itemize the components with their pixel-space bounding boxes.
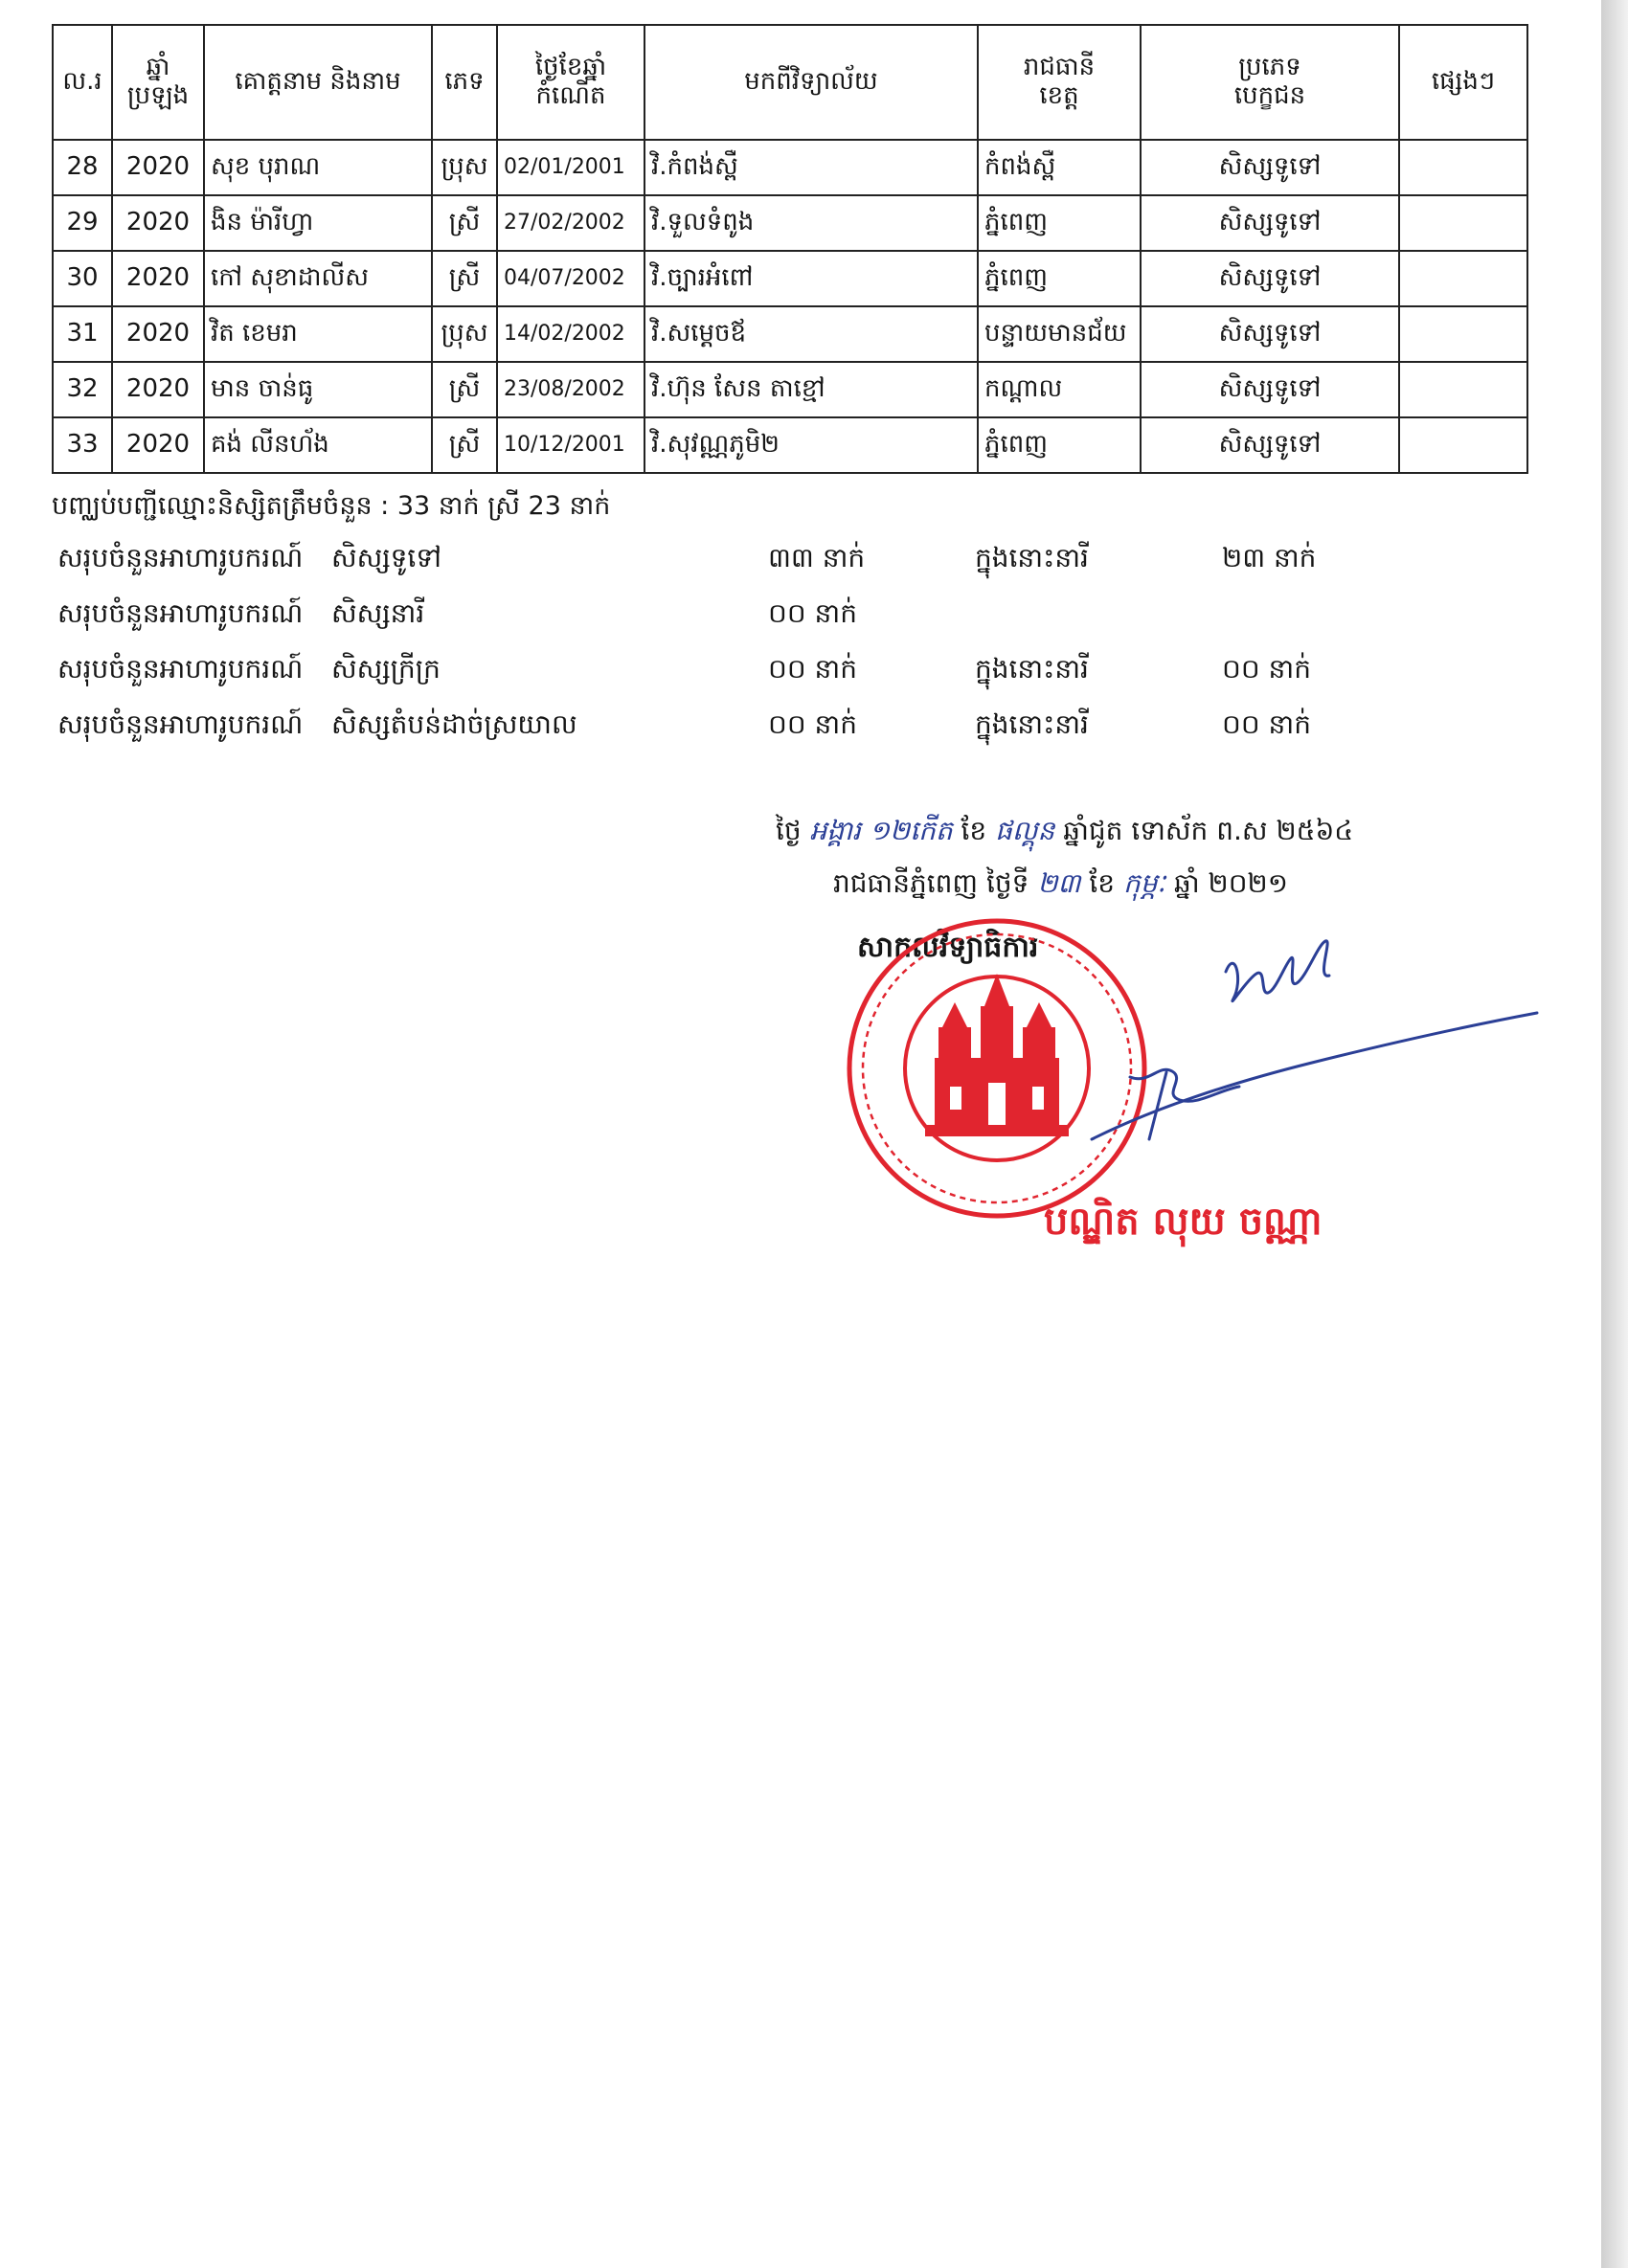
cell-no: 31	[53, 306, 112, 362]
cell-dob: 23/08/2002	[497, 362, 644, 417]
signer-name: បណ្ឌិត លុយ ចណ្ណា	[1044, 1200, 1323, 1244]
header-cell-no: ល.រ	[53, 25, 112, 140]
cell-type: សិស្សទូទៅ	[1141, 417, 1399, 473]
table-row	[53, 417, 1527, 473]
header-cell-other: ផ្សេងៗ	[1399, 25, 1527, 140]
cell-other	[1399, 251, 1527, 306]
cell-sex: ប្រុស	[432, 140, 497, 195]
place-month-label: ខែ	[1089, 867, 1116, 899]
cell-sex: ស្រី	[432, 362, 497, 417]
handwritten-lunar-month: ផល្គុន	[995, 815, 1055, 846]
summary-label: សរុបចំនួនអាហារូបករណ៍	[57, 597, 304, 629]
summary-female-count: ២៣ នាក់	[1222, 542, 1317, 573]
cell-school: វិ.ទួលទំពូង	[644, 195, 978, 251]
place-year: ឆ្នាំ ២០២១	[1173, 867, 1288, 899]
student-roster-table	[52, 24, 1528, 474]
date-suffix: ឆ្នាំជូត ទោស័ក ព.ស ២៥៦៤	[1063, 815, 1354, 846]
cell-other	[1399, 195, 1527, 251]
cell-name: គង់ លីនហ័ង	[204, 417, 432, 473]
cell-other	[1399, 140, 1527, 195]
summary-among-label: ក្នុងនោះនារី	[975, 708, 1089, 740]
summary-row	[57, 541, 1398, 596]
summary-count: ៣៣ នាក់	[768, 542, 866, 573]
cell-year: 2020	[112, 362, 204, 417]
cell-name: មាន ចាន់ធូ	[204, 362, 432, 417]
cell-name: ងិន ម៉ារីហ្វា	[204, 195, 432, 251]
cell-type: សិស្សទូទៅ	[1141, 362, 1399, 417]
summary-label: សរុបចំនួនអាហារូបករណ៍	[57, 653, 304, 685]
summary-female-count: ០០ នាក់	[1222, 653, 1311, 685]
handwritten-day: ២៣	[1037, 867, 1081, 899]
header-cell-province: រាជធានី ខេត្ត	[978, 25, 1141, 140]
cell-province: កំពង់ស្ពឺ	[978, 140, 1141, 195]
header-cell-year: ឆ្នាំ ប្រឡង	[112, 25, 204, 140]
cell-school: វិ.ហ៊ុន សែន តាខ្មៅ	[644, 362, 978, 417]
cell-type: សិស្សទូទៅ	[1141, 140, 1399, 195]
cell-year: 2020	[112, 195, 204, 251]
cell-year: 2020	[112, 417, 204, 473]
cell-sex: ស្រី	[432, 417, 497, 473]
summary-label: សរុបចំនួនអាហារូបករណ៍	[57, 542, 304, 573]
table-row	[53, 306, 1527, 362]
handwritten-month: កុម្ភៈ	[1122, 867, 1166, 899]
summary-among-label: ក្នុងនោះនារី	[975, 542, 1089, 573]
date-month-label: ខែ	[961, 815, 987, 846]
summary-category: សិស្សក្រីក្រ	[331, 653, 441, 685]
cell-dob: 14/02/2002	[497, 306, 644, 362]
cell-sex: ស្រី	[432, 251, 497, 306]
summary-label: សរុបចំនួនអាហារូបករណ៍	[57, 708, 304, 740]
date-prefix: ថ្ងៃ	[776, 815, 802, 846]
cell-no: 32	[53, 362, 112, 417]
cell-other	[1399, 417, 1527, 473]
header-cell-name: គោត្តនាម និងនាម	[204, 25, 432, 140]
summary-count: ០០ នាក់	[768, 653, 857, 685]
table-header-row	[53, 25, 1527, 140]
cell-school: វិ.កំពង់ស្ពឺ	[644, 140, 978, 195]
cell-other	[1399, 306, 1527, 362]
cell-sex: ប្រុស	[432, 306, 497, 362]
table-row	[53, 140, 1527, 195]
cell-name: សុខ បុរាណ	[204, 140, 432, 195]
place-prefix: រាជធានីភ្នំពេញ ថ្ងៃទី	[833, 867, 1029, 899]
summary-row	[57, 652, 1398, 707]
handwritten-lunar-day: អង្គារ ១២កើត	[809, 815, 953, 846]
summary-count: ០០ នាក់	[768, 597, 857, 629]
scholarship-summary	[57, 541, 1398, 763]
closing-note: បញ្ឈប់បញ្ជីឈ្មោះនិស្សិតត្រឹមចំនួន : 33 នាក់ ស្រី 23 នាក់	[52, 491, 611, 521]
summary-row	[57, 707, 1398, 763]
cell-type: សិស្សទូទៅ	[1141, 195, 1399, 251]
scan-edge	[1601, 0, 1628, 2268]
cell-name: កៅ សុខាដាលីស	[204, 251, 432, 306]
cell-province: ភ្នំពេញ	[978, 195, 1141, 251]
table-row	[53, 195, 1527, 251]
cell-province: បន្ទាយមានជ័យ	[978, 306, 1141, 362]
summary-category: សិស្សទូទៅ	[331, 542, 441, 573]
cell-name: វិត ខេមរា	[204, 306, 432, 362]
summary-among-label: ក្នុងនោះនារី	[975, 653, 1089, 685]
cell-other	[1399, 362, 1527, 417]
cell-no: 28	[53, 140, 112, 195]
cell-school: វិ.សម្តេចឪ	[644, 306, 978, 362]
summary-count: ០០ នាក់	[768, 708, 857, 740]
header-cell-dob: ថ្ងៃខែឆ្នាំ កំណើត	[497, 25, 644, 140]
table-row	[53, 251, 1527, 306]
header-cell-type: ប្រភេទ បេក្ខជន	[1141, 25, 1399, 140]
place-date-line	[833, 866, 1288, 906]
office-title: សាកលវិទ្យាធិការ	[857, 931, 1039, 964]
cell-type: សិស្សទូទៅ	[1141, 306, 1399, 362]
cell-sex: ស្រី	[432, 195, 497, 251]
cell-dob: 02/01/2001	[497, 140, 644, 195]
summary-category: សិស្សនារី	[331, 597, 425, 629]
cell-dob: 10/12/2001	[497, 417, 644, 473]
cell-year: 2020	[112, 140, 204, 195]
summary-category: សិស្សតំបន់ដាច់ស្រយាល	[331, 708, 577, 740]
cell-no: 29	[53, 195, 112, 251]
summary-female-count: ០០ នាក់	[1222, 708, 1311, 740]
cell-no: 33	[53, 417, 112, 473]
cell-type: សិស្សទូទៅ	[1141, 251, 1399, 306]
cell-year: 2020	[112, 251, 204, 306]
summary-row	[57, 596, 1398, 652]
cell-dob: 27/02/2002	[497, 195, 644, 251]
cell-school: វិ.ច្បារអំពៅ	[644, 251, 978, 306]
cell-province: ភ្នំពេញ	[978, 251, 1141, 306]
cell-year: 2020	[112, 306, 204, 362]
lunar-date-line	[776, 814, 1353, 853]
cell-school: វិ.សុវណ្ណភូមិ២	[644, 417, 978, 473]
table-row	[53, 362, 1527, 417]
signature-icon	[910, 919, 1542, 1149]
header-cell-sex: ភេទ	[432, 25, 497, 140]
cell-no: 30	[53, 251, 112, 306]
cell-province: កណ្តាល	[978, 362, 1141, 417]
header-cell-school: មកពីវិទ្យាល័យ	[644, 25, 978, 140]
cell-province: ភ្នំពេញ	[978, 417, 1141, 473]
cell-dob: 04/07/2002	[497, 251, 644, 306]
